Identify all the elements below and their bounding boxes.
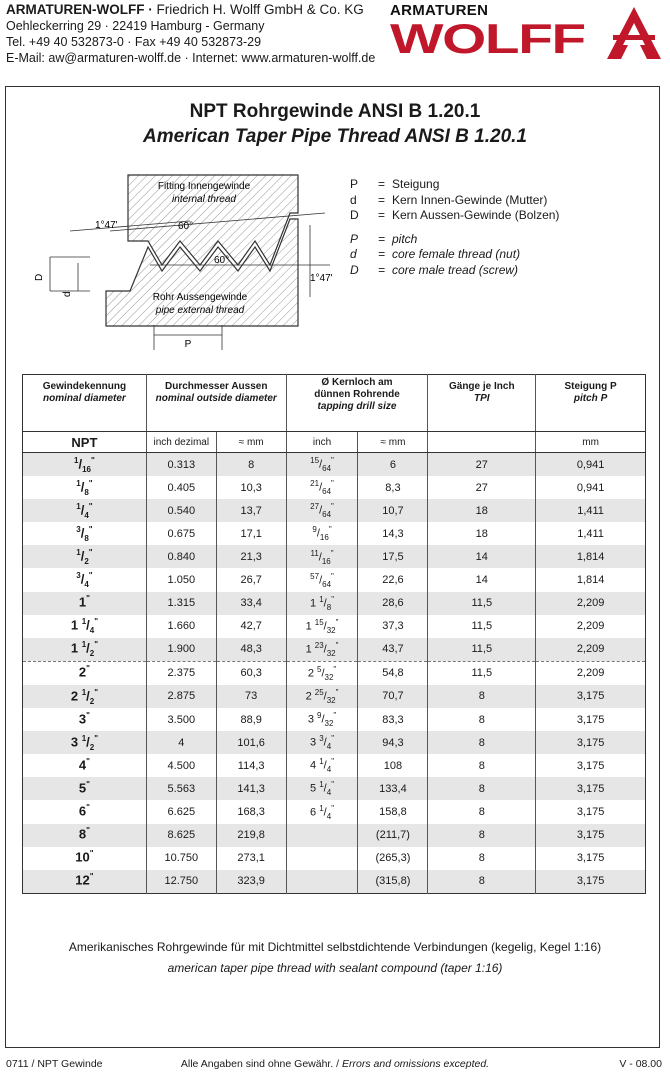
cell-tpi: 8 (428, 847, 536, 870)
cell-drill-mm: 17,5 (358, 545, 428, 568)
cell-outside-inch: 1.900 (146, 638, 216, 662)
cell-size: 3" (78, 710, 90, 726)
cell-outside-mm: 141,3 (216, 777, 286, 800)
unit-mm: ≈ mm (216, 432, 286, 453)
cell-outside-inch: 0.313 (146, 453, 216, 477)
cell-size: 8" (23, 824, 147, 847)
cell-outside-mm: 323,9 (216, 870, 286, 894)
cell-tpi: 27 (428, 453, 536, 477)
cell-drill-mm: 94,3 (358, 731, 428, 754)
cell-outside-inch: 0.405 (146, 476, 216, 499)
unit-npt: NPT (23, 432, 147, 453)
company-name (6, 2, 375, 18)
cell-outside-inch: 3.500 (146, 708, 216, 731)
cell-pitch: 1,814 (536, 545, 646, 568)
cell-pitch: 3,175 (536, 824, 646, 847)
footnote-english: american taper pipe thread with sealant compound (taper 1:16) (167, 961, 503, 975)
cell-outside-inch: 1.315 (146, 592, 216, 615)
diagram-taper-angle-bottom: 1°47' (310, 273, 333, 284)
cell-drill-inch (286, 847, 358, 870)
diagram-pipe-label-en: pipe external thread (155, 305, 245, 316)
cell-outside-mm: 168,3 (216, 800, 286, 823)
cell-drill-inch (286, 870, 358, 894)
cell-drill-mm: 54,8 (358, 661, 428, 685)
legend-key: P (350, 231, 359, 246)
thread-diagram (30, 165, 340, 355)
cell-size: 5" (23, 777, 147, 800)
cell-outside-mm: 60,3 (216, 661, 286, 685)
cell-drill-inch: 5 $^1/_4^"$ (286, 777, 358, 800)
cell-outside-inch: 6.625 (146, 800, 216, 823)
version: V - 08.00 (619, 1058, 662, 1070)
cell-drill-mm: 70,7 (358, 685, 428, 708)
table-row (23, 545, 646, 568)
cell-pitch: 1,411 (536, 499, 646, 522)
cell-pitch: 2,209 (536, 615, 646, 638)
cell-drill-inch: $^9/_{16}^"$ (286, 522, 358, 545)
cell-pitch: 3,175 (536, 800, 646, 823)
cell-pitch: 1,814 (536, 568, 646, 591)
cell-pitch: 3,175 (536, 847, 646, 870)
cell-drill-inch: $^{11}/_{16}^"$ (286, 545, 358, 568)
npt-table (22, 374, 646, 894)
cell-drill-inch: $^{27}/_{64}^"$ (286, 499, 358, 522)
footnote-german: Amerikanisches Rohrgewinde für mit Dichtmittel selbstdichtende Verbindungen (kegelig, Kegel 1:16) (68, 940, 602, 954)
logo-top: ARMATUREN (390, 2, 489, 19)
cell-drill-inch: $^{57}/_{64}^"$ (286, 568, 358, 591)
cell-size: 2" (23, 661, 147, 685)
cell-drill-inch: 2 $^{25}/_{32}^"$ (286, 685, 358, 708)
diagram-taper-angle-top: 1°47' (95, 220, 118, 231)
cell-drill-mm: 28,6 (358, 592, 428, 615)
logo (390, 2, 585, 62)
cell-outside-inch: 0.840 (146, 545, 216, 568)
diagram-thread-angle-bottom: 60° (214, 255, 230, 266)
table-row (23, 522, 646, 545)
legend-row: d = Kern Innen-Gewinde (Mutter) (350, 192, 548, 207)
legend-key: P (350, 177, 359, 191)
cell-outside-inch: 5.563 (146, 777, 216, 800)
legend-row: P = pitch (350, 231, 418, 246)
cell-outside-inch: 4 (146, 731, 216, 754)
cell-tpi: 8 (428, 777, 536, 800)
cell-drill-inch: 1 $^{23}/_{32}^"$ (286, 638, 358, 662)
cell-drill-mm: 10,7 (358, 499, 428, 522)
cell-drill-mm: 108 (358, 754, 428, 777)
cell-tpi: 11,5 (428, 615, 536, 638)
cell-outside-inch: 12.750 (146, 870, 216, 894)
cell-outside-mm: 42,7 (216, 615, 286, 638)
diagram-pipe-label: Rohr Aussengewinde (152, 292, 248, 303)
cell-tpi: 11,5 (428, 661, 536, 685)
table-row (23, 870, 646, 894)
units-row (23, 432, 646, 453)
document-id: 0711 / NPT Gewinde (6, 1058, 103, 1070)
cell-tpi: 8 (428, 685, 536, 708)
table-row (23, 847, 646, 870)
cell-drill-inch: 1 $^{15}/_{32}^"$ (286, 615, 358, 638)
cell-outside-inch: 2.375 (146, 661, 216, 685)
unit-tpi (428, 432, 536, 453)
table-row (23, 499, 646, 522)
unit-mm: mm (536, 432, 646, 453)
legend-row: D = Kern Aussen-Gewinde (Bolzen) (350, 208, 560, 222)
table-row (23, 476, 646, 499)
cell-outside-mm: 33,4 (216, 592, 286, 615)
cell-outside-mm: 13,7 (216, 499, 286, 522)
legend-value: core male tread (screw) (392, 262, 519, 277)
cell-tpi: 18 (428, 522, 536, 545)
cell-outside-inch: 4.500 (146, 754, 216, 777)
legend-value: core female thread (nut) (392, 247, 521, 261)
diagram-label-P: P (184, 339, 192, 350)
cell-outside-mm: 88,9 (216, 708, 286, 731)
company-web: E-Mail: aw@armaturen-wolff.de · Internet: www.armaturen-wolff.de (6, 51, 376, 65)
cell-outside-inch: 0.540 (146, 499, 216, 522)
diagram-fitting-label: Fitting Innengewinde (157, 181, 251, 192)
cell-size: 12" (23, 870, 147, 894)
cell-pitch: 0,941 (536, 476, 646, 499)
cell-size: $^1/_4^"$ (23, 499, 147, 522)
cell-outside-mm: 17,1 (216, 522, 286, 545)
cell-outside-mm: 48,3 (216, 638, 286, 662)
diagram-thread-angle-top: 60° (178, 221, 194, 232)
cell-size: 3 $^1/_2^"$ (23, 731, 147, 754)
cell-outside-mm: 8 (216, 453, 286, 477)
cell-tpi: 14 (428, 545, 536, 568)
cell-pitch: 1,411 (536, 522, 646, 545)
cell-size: $^1/_8^"$ (76, 478, 93, 497)
cell-pitch: 2,209 (536, 638, 646, 662)
cell-tpi: 18 (428, 499, 536, 522)
cell-tpi: 8 (428, 731, 536, 754)
cell-outside-mm: 101,6 (216, 731, 286, 754)
company-name-rest: Friedrich H. Wolff GmbH & Co. KG (152, 2, 364, 17)
cell-drill-inch: 3 $^3/_4^"$ (286, 731, 358, 754)
cell-pitch: 3,175 (536, 708, 646, 731)
cell-size: 1" (23, 592, 147, 615)
cell-pitch: 3,175 (536, 870, 646, 894)
cell-drill-inch: 6 $^1/_4^"$ (286, 800, 358, 823)
table-row (23, 592, 646, 615)
cell-tpi: 27 (428, 476, 536, 499)
table-row (23, 638, 646, 662)
cell-pitch: 0,941 (536, 453, 646, 477)
cell-outside-inch: 2.875 (146, 685, 216, 708)
legend-value: Steigung (392, 177, 440, 191)
legend-value: pitch (392, 231, 418, 246)
cell-drill-inch: 2 $^5/_{32}^"$ (286, 661, 358, 685)
cell-drill-mm: 37,3 (358, 615, 428, 638)
legend-value: Kern Innen-Gewinde (Mutter) (392, 192, 548, 207)
unit-inch-decimal: inch dezimal (146, 432, 216, 453)
cell-outside-inch: 1.660 (146, 615, 216, 638)
cell-outside-inch: 1.050 (146, 568, 216, 591)
cell-size: $^3/_8^"$ (76, 524, 93, 543)
legend-row: P = Steigung (350, 177, 440, 191)
cell-pitch: 3,175 (536, 731, 646, 754)
cell-size: 4" (78, 756, 90, 773)
legend-row: D = core male tread (screw) (350, 262, 519, 277)
cell-size: 10" (75, 849, 94, 865)
table-row (23, 685, 646, 708)
cell-pitch: 3,175 (536, 754, 646, 777)
cell-outside-mm: 21,3 (216, 545, 286, 568)
legend-key: d (350, 192, 357, 207)
cell-outside-mm: 114,3 (216, 754, 286, 777)
cell-drill-mm: 43,7 (358, 638, 428, 662)
legend-value: Kern Aussen-Gewinde (Bolzen) (392, 208, 560, 222)
cell-tpi: 8 (428, 870, 536, 894)
cell-outside-mm: 10,3 (216, 476, 286, 499)
cell-drill-inch: $^{21}/_{64}^"$ (286, 476, 358, 499)
table-row (23, 800, 646, 823)
cell-outside-inch: 8.625 (146, 824, 216, 847)
cell-drill-inch: 1 $^1/_8^"$ (286, 592, 358, 615)
table-row (23, 708, 646, 731)
cell-size: $^1/_{16}^"$ (23, 453, 147, 477)
cell-outside-mm: 219,8 (216, 824, 286, 847)
cell-tpi: 8 (428, 754, 536, 777)
table-row (23, 754, 646, 777)
cell-drill-mm: 22,6 (358, 568, 428, 591)
cell-outside-mm: 73 (216, 685, 286, 708)
cell-pitch: 3,175 (536, 777, 646, 800)
legend-row: d = core female thread (nut) (350, 247, 521, 261)
legend-key: D (350, 208, 359, 222)
cell-tpi: 8 (428, 708, 536, 731)
table-row (23, 824, 646, 847)
cell-pitch: 2,209 (536, 592, 646, 615)
cell-drill-mm: 83,3 (358, 708, 428, 731)
cell-size: 1 $^1/_4^"$ (70, 617, 99, 636)
table-row (23, 568, 646, 591)
cell-pitch: 2,209 (536, 661, 646, 685)
header-pitch: Steigung P pitch P (536, 375, 646, 432)
cell-drill-inch: 3 $^9/_{32}^"$ (286, 708, 358, 731)
title-german: NPT Rohrgewinde ANSI B 1.20.1 (189, 101, 481, 122)
unit-inch: inch (286, 432, 358, 453)
diagram-label-D: D (34, 273, 45, 281)
cell-size: 2 $^1/_2^"$ (23, 685, 147, 708)
logo-main: WOLFF (390, 15, 585, 62)
cell-tpi: 11,5 (428, 592, 536, 615)
header-tpi: Gänge je Inch TPI (428, 375, 536, 432)
company-name-bold: ARMATUREN-WOLFF · (6, 2, 153, 17)
cell-size: $^3/_4^"$ (76, 571, 93, 589)
cell-tpi: 8 (428, 800, 536, 823)
cell-drill-mm: 14,3 (358, 522, 428, 545)
cell-drill-mm: 6 (358, 453, 428, 477)
cell-drill-mm: 158,8 (358, 800, 428, 823)
cell-drill-mm: 133,4 (358, 777, 428, 800)
cell-outside-inch: 10.750 (146, 847, 216, 870)
cell-tpi: 11,5 (428, 638, 536, 662)
legend-key: D (350, 262, 359, 277)
diagram-fitting-label-en: internal thread (172, 194, 236, 205)
table-row (23, 731, 646, 754)
symbol-legend (350, 177, 559, 278)
cell-drill-inch: 4 $^1/_4^"$ (286, 754, 358, 777)
table-row (23, 453, 646, 477)
table-row (23, 777, 646, 800)
cell-drill-mm: (211,7) (358, 824, 428, 847)
unit-mm: ≈ mm (358, 432, 428, 453)
cell-drill-inch (286, 824, 358, 847)
header-tapping-drill: Ø Kernloch am dünnen Rohrende tapping drill size (286, 375, 428, 432)
cell-size: $^1/_2^"$ (23, 545, 147, 568)
cell-outside-mm: 26,7 (216, 568, 286, 591)
cell-outside-mm: 273,1 (216, 847, 286, 870)
title-english: American Taper Pipe Thread ANSI B 1.20.1 (142, 126, 527, 147)
company-address: Oehleckerring 29 · 22419 Hamburg - Germany (6, 19, 265, 33)
cell-drill-inch: $^{15}/_{64}^"$ (286, 453, 358, 477)
cell-drill-mm: 8,3 (358, 476, 428, 499)
diagram-label-d: d (62, 291, 73, 297)
cell-drill-mm: (265,3) (358, 847, 428, 870)
cell-tpi: 14 (428, 568, 536, 591)
cell-size: 1 $^1/_2^"$ (23, 638, 147, 662)
company-phone: Tel. +49 40 532873-0 · Fax +49 40 532873-29 (6, 35, 262, 49)
disclaimer: Alle Angaben sind ohne Gewähr. / Errors and omissions excepted. (180, 1058, 490, 1070)
cell-drill-mm: (315,8) (358, 870, 428, 894)
cell-outside-inch: 0.675 (146, 522, 216, 545)
legend-key: d (350, 247, 357, 261)
cell-size: 6" (78, 802, 90, 819)
table-row (23, 615, 646, 638)
header-nominal-diameter: Gewindekennung nominal diameter (23, 375, 147, 432)
company-header (6, 2, 375, 66)
cell-tpi: 8 (428, 824, 536, 847)
cell-pitch: 3,175 (536, 685, 646, 708)
header-outside-diameter: Durchmesser Aussen nominal outside diameter (146, 375, 286, 432)
table-row (23, 661, 646, 685)
wolff-logo-icon (605, 5, 663, 61)
